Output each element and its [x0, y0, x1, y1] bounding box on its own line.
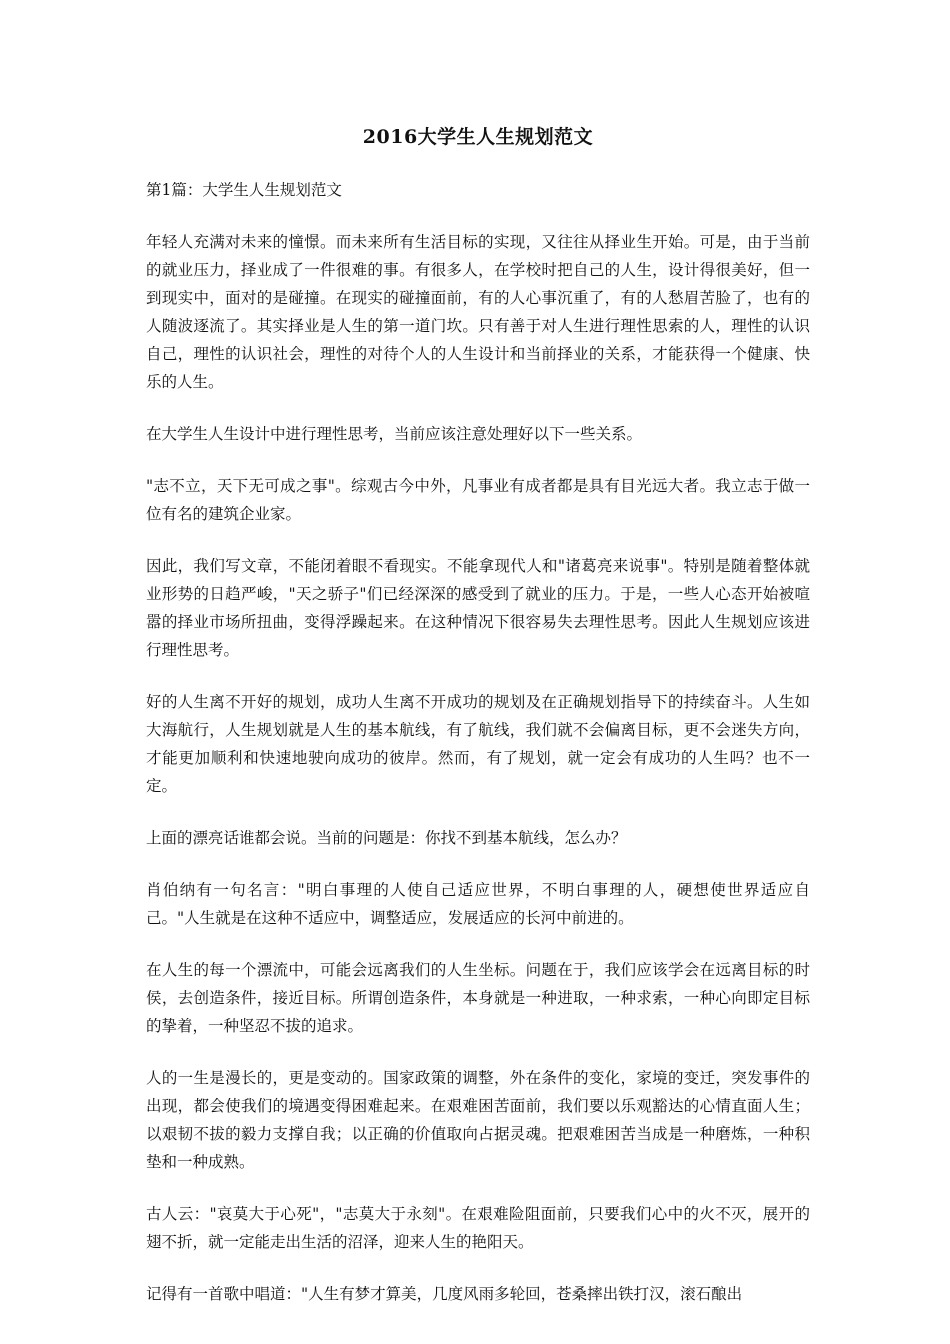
document-subtitle: 第1篇：大学生人生规划范文: [146, 181, 342, 199]
paragraph: 因此，我们写文章，不能闭着眼不看现实。不能拿现代人和"诸葛亮来说事"。特别是随着整体就业形势的日趋严峻，"天之骄子"们已经深深的感受到了就业的压力。于是，一些人心态开始被喧嚣的择业市场所扭曲，变得浮躁起来。在这种情况下很容易失去理性思考。因此人生规划应该进行理性思考。: [146, 557, 810, 659]
paragraph: 古人云："哀莫大于心死"，"志莫大于永刻"。在艰难险阻面前，只要我们心中的火不灭，展开的翅不折，就一定能走出生活的沼泽，迎来人生的艳阳天。: [146, 1205, 810, 1251]
paragraph: 在人生的每一个漂流中，可能会远离我们的人生坐标。问题在于，我们应该学会在远离目标的时侯，去创造条件，接近目标。所谓创造条件，本身就是一种进取，一种求索，一种心向即定目标的挚着，一种坚忍不拔的追求。: [146, 961, 810, 1035]
paragraph: 年轻人充满对未来的憧憬。而未来所有生活目标的实现，又往往从择业生开始。可是，由于当前的就业压力，择业成了一件很难的事。有很多人，在学校时把自己的人生，设计得很美好，但一到现实中，面对的是碰撞。在现实的碰撞面前，有的人心事沉重了，有的人愁眉苦脸了，也有的人随波逐流了。其实择业是人生的第一道门坎。只有善于对人生进行理性思索的人，理性的认识自己，理性的认识社会，理性的对待个人的人生设计和当前择业的关系，才能获得一个健康、快乐的人生。: [146, 233, 810, 391]
paragraph: 好的人生离不开好的规划，成功人生离不开成功的规划及在正确规划指导下的持续奋斗。人生如大海航行，人生规划就是人生的基本航线，有了航线，我们就不会偏离目标，更不会迷失方向，才能更加顺利和快速地驶向成功的彼岸。然而，有了规划，就一定会有成功的人生吗？也不一定。: [146, 693, 810, 795]
paragraph: 在大学生人生设计中进行理性思考，当前应该注意处理好以下一些关系。: [146, 425, 643, 443]
document-body: [146, 122, 810, 1332]
paragraph: "志不立，天下无可成之事"。综观古今中外，凡事业有成者都是具有目光远大者。我立志于做一位有名的建筑企业家。: [146, 477, 810, 523]
document-title: 2016大学生人生规划范文: [362, 126, 594, 148]
paragraph: 肖伯纳有一句名言："明白事理的人使自己适应世界，不明白事理的人，硬想使世界适应自己。"人生就是在这种不适应中，调整适应，发展适应的长河中前进的。: [146, 881, 810, 927]
paragraph: 人的一生是漫长的，更是变动的。国家政策的调整，外在条件的变化，家境的变迁，突发事件的出现，都会使我们的境遇变得困难起来。在艰难困苦面前，我们要以乐观豁达的心情直面人生；以艰韧不拔的毅力支撑自我；以正确的价值取向占据灵魂。把艰难困苦当成是一种磨炼，一种积垫和一种成熟。: [146, 1069, 810, 1171]
paragraph: 上面的漂亮话谁都会说。当前的问题是：你找不到基本航线，怎么办？: [146, 829, 627, 847]
paragraph: 记得有一首歌中唱道："人生有梦才算美，几度风雨多轮回，苍桑摔出铁打汉，滚石酿出: [146, 1285, 743, 1303]
